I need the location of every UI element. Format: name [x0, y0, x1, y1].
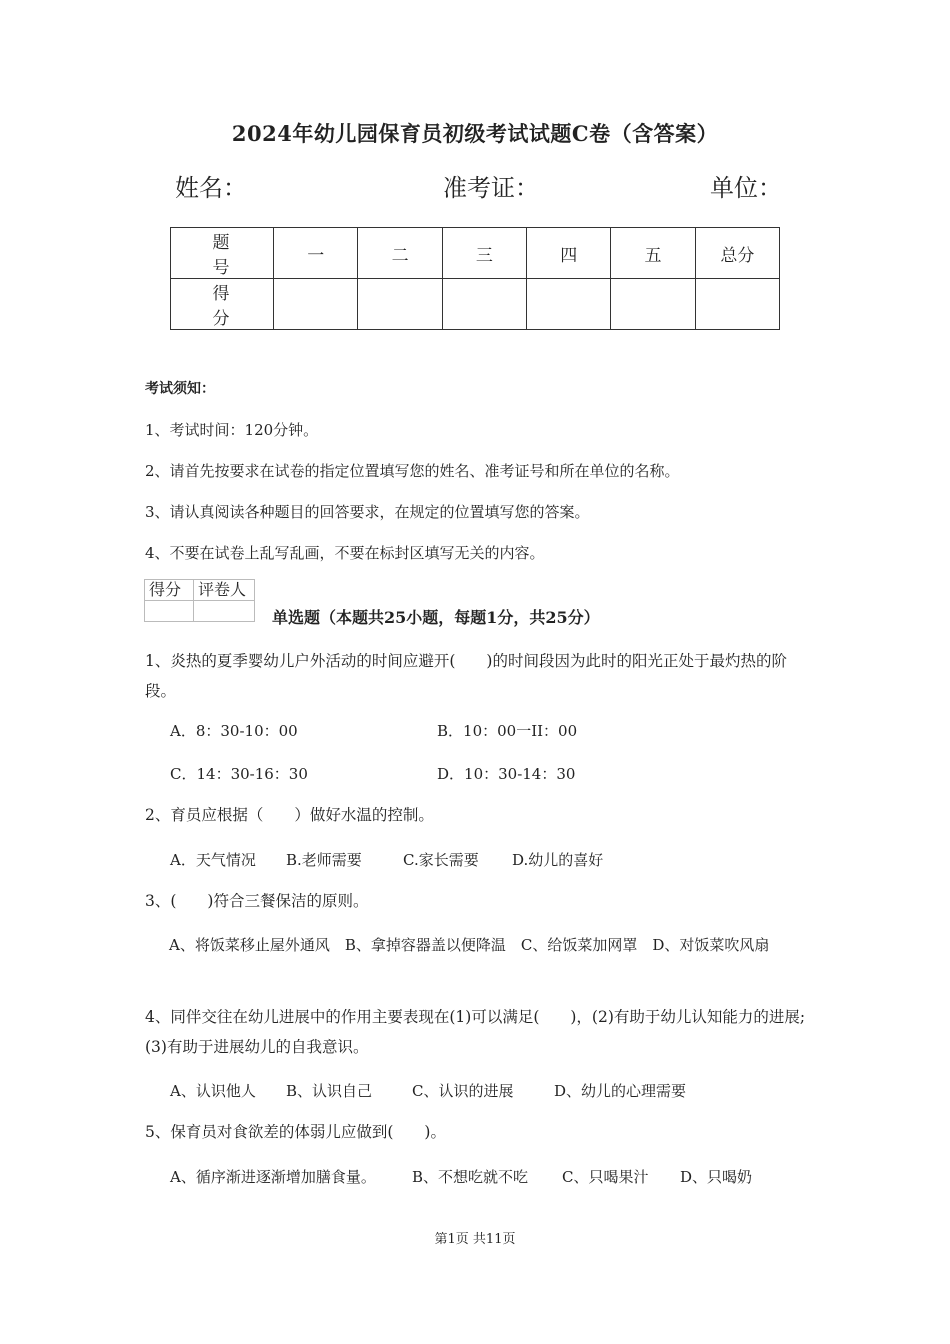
score-table-cell: 得 分: [171, 279, 274, 330]
question-4: 4、同伴交往在幼儿进展中的作用主要表现在(1)可以满足( )，(2)有助于幼儿认知能力的进展;(3)有助于进展幼儿的自我意识。: [145, 1008, 806, 1056]
question-5-option-c[interactable]: C、只喝果汁: [562, 1168, 649, 1186]
question-1-option-a[interactable]: A．8：30-10：00: [170, 722, 298, 740]
question-4-option-c[interactable]: C、认识的进展: [412, 1082, 514, 1100]
grader-name-cell[interactable]: [194, 601, 255, 622]
candidate-info-row: [0, 168, 950, 204]
notice-item: 3、请认真阅读各种题目的回答要求，在规定的位置填写您的答案。: [145, 503, 590, 521]
score-table-header-row: [171, 228, 780, 279]
question-2-option-d[interactable]: D.幼儿的喜好: [512, 851, 604, 869]
unit-label: 单位：: [710, 174, 782, 202]
question-5: 5、保育员对食欲差的体弱儿应做到( )。: [145, 1123, 446, 1141]
question-3: 3、( )符合三餐保洁的原则。: [145, 892, 369, 910]
score-table-cell: 四: [527, 228, 611, 279]
score-input-cell[interactable]: [274, 279, 358, 330]
question-1-option-b[interactable]: B．10：00一II：00: [437, 722, 578, 740]
score-table-cell: 题 号: [171, 228, 274, 279]
score-input-cell[interactable]: [527, 279, 611, 330]
score-input-cell[interactable]: [695, 279, 779, 330]
question-2-option-a[interactable]: A．天气情况: [170, 851, 256, 869]
question-1-option-c[interactable]: C．14：30-16：30: [170, 765, 308, 783]
score-input-cell[interactable]: [442, 279, 526, 330]
name-label: 姓名：: [175, 174, 247, 202]
page-footer: 第1页 共11页: [434, 1232, 516, 1247]
score-table-cell: 五: [611, 228, 695, 279]
page-title: 2024年幼儿园保育员初级考试试题C卷（含答案）: [231, 121, 719, 146]
question-5-option-d[interactable]: D、只喝奶: [680, 1168, 753, 1186]
notice-title: 考试须知：: [145, 381, 215, 397]
score-table-cell: 一: [274, 228, 358, 279]
score-input-cell[interactable]: [358, 279, 442, 330]
question-2: 2、育员应根据（ ）做好水温的控制。: [145, 806, 434, 824]
score-table: [170, 227, 780, 330]
exam-number-label: 准考证：: [443, 174, 539, 202]
score-table-cell: 总分: [695, 228, 779, 279]
question-4-option-a[interactable]: A、认识他人: [170, 1082, 256, 1100]
question-4-option-d[interactable]: D、幼儿的心理需要: [554, 1082, 687, 1100]
grader-score-label: 得分: [145, 580, 194, 601]
grader-name-label: 评卷人: [194, 580, 255, 601]
question-4-option-b[interactable]: B、认识自己: [286, 1082, 373, 1100]
question-1-option-d[interactable]: D．10：30-14：30: [437, 765, 576, 783]
notice-item: 1、考试时间：120分钟。: [145, 421, 319, 439]
grader-box: [144, 579, 255, 622]
score-table-cell: 三: [442, 228, 526, 279]
question-5-option-a[interactable]: A、循序渐进逐渐增加膳食量。: [170, 1168, 376, 1186]
question-2-option-c[interactable]: C.家长需要: [403, 851, 479, 869]
question-3-options[interactable]: A、将饭菜移止屋外通风 B、拿掉容器盖以便降温 C、给饭菜加网罩 D、对饭菜吹风扇: [169, 936, 770, 954]
score-table-cell: 二: [358, 228, 442, 279]
question-5-option-b[interactable]: B、不想吃就不吃: [412, 1168, 529, 1186]
notice-item: 4、不要在试卷上乱写乱画，不要在标封区填写无关的内容。: [145, 544, 545, 562]
score-input-cell[interactable]: [611, 279, 695, 330]
question-1: 1、炎热的夏季婴幼儿户外活动的时间应避开( )的时间段因为此时的阳光正处于最灼热的阶段。: [145, 652, 787, 700]
question-2-option-b[interactable]: B.老师需要: [286, 851, 362, 869]
notice-item: 2、请首先按要求在试卷的指定位置填写您的姓名、准考证号和所在单位的名称。: [145, 462, 680, 480]
section-title: 单选题（本题共25小题，每题1分，共25分）: [272, 608, 600, 627]
score-table-score-row: [171, 279, 780, 330]
grader-score-cell[interactable]: [145, 601, 194, 622]
